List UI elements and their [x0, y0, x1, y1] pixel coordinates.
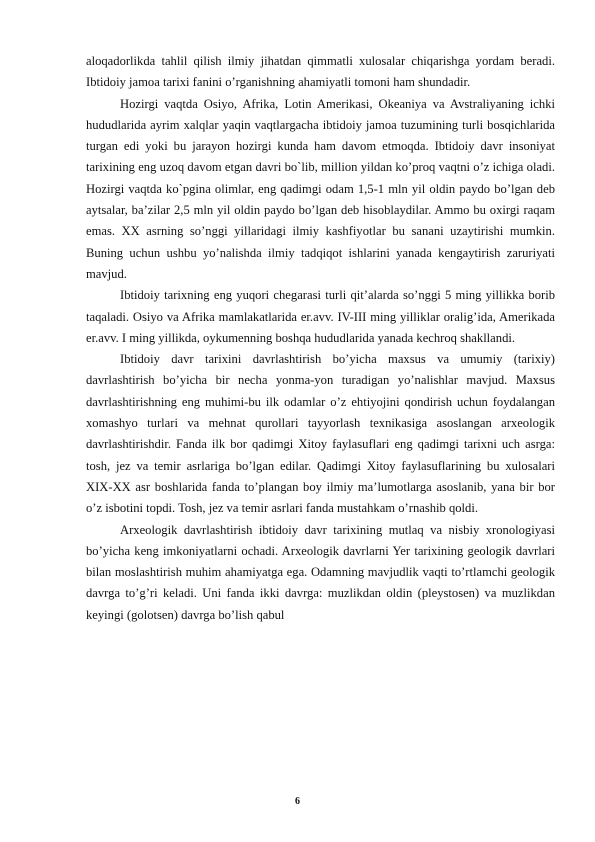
paragraph-2: Hozirgi vaqtda Osiyo, Afrika, Lotin Amerikasi, Okeaniya va Avstraliyaning ichki hududlarida ayrim xalqlar yaqin vaqtlargacha ibtidoiy jamoa tuzumining turli bosqichlarida turgan edi yoki bu jarayon hozirgi kunda ham davom etmoqda. Ibtidoiy davr insoniyat tarixining eng uzoq davom etgan davri bo`lib, million yildan ko’proq vaqtni o’z ichiga oladi. Hozirgi vaqtda ko`pgina olimlar, eng qadimgi odam 1,5-1 mln yil oldin paydo bo’lgan deb aytsalar, ba’zilar 2,5 mln yil oldin paydo bo’lgan deb hisoblaydilar. Ammo bu oxirgi raqam emas. XX asrning so’nggi yillaridagi ilmiy kashfiyotlar bu sanani uzaytirishi mumkin. Buning uchun ushbu yo’nalishda ilmiy tadqiqot ishlarini yanada kengaytirish zaruriyati mavjud.: [86, 96, 555, 281]
paragraph-5: Arxeologik davrlashtirish ibtidoiy davr tarixining mutlaq va nisbiy xronologiyasi bo’yicha keng imkoniyatlarni ochadi. Arxeologik davrlarni Yer tarixining geologik davrlari bilan moslashtirish muhim ahamiyatga ega. Odamning mavjudlik vaqti to’rtlamchi geologik davrga to’g’ri keladi. Uni fanda ikki davrga: muzlikdan oldin (pleystosen) va muzlikdan keyingi (golotsen) davrga bo’lish qabul: [86, 522, 555, 622]
document-body: [86, 51, 555, 626]
paragraph-3: Ibtidoiy tarixning eng yuqori chegarasi turli qit’alarda so’nggi 5 ming yillikka borib taqaladi. Osiyo va Afrika mamlakatlarida er.avv. IV-III ming yilliklar oralig’ida, Amerikada er.avv. I ming yillikda, oykumenning boshqa hududlarida yanada kechroq shakllandi.: [86, 288, 555, 345]
page-number: 6: [295, 796, 300, 807]
paragraph-4: Ibtidoiy davr tarixini davrlashtirish bo’yicha maxsus va umumiy (tarixiy) davrlashtirish bo’yicha bir necha yonma-yon turadigan yo’nalishlar mavjud. Maxsus davrlashtirishning eng muhimi-bu ilk odamlar o’z ehtiyojini qondirish uchun foydalangan xomashyo turlari va mehnat qurollari tayyorlash texnikasiga asoslangan arxeologik davrlashtirishdir. Fanda ilk bor qadimgi Xitoy faylasuflari eng qadimgi tarixni uch asrga: tosh, jez va temir asrlariga bo’lgan edilar. Qadimgi Xitoy faylasuflarining bu xulosalari XIX-XX asr boshlarida fanda to’plangan boy ilmiy ma’lumotlarga asoslanib, yana bir bor o’z isbotini topdi. Tosh, jez va temir asrlari fanda mustahkam o’rnashib qoldi.: [86, 352, 555, 516]
paragraph-1-continued: aloqadorlikda tahlil qilish ilmiy jihatdan qimmatli xulosalar chiqarishga yordam beradi. Ibtidoiy jamoa tarixi fanini o’rganishning ahamiyatli tomoni ham shundadir.: [86, 54, 555, 90]
